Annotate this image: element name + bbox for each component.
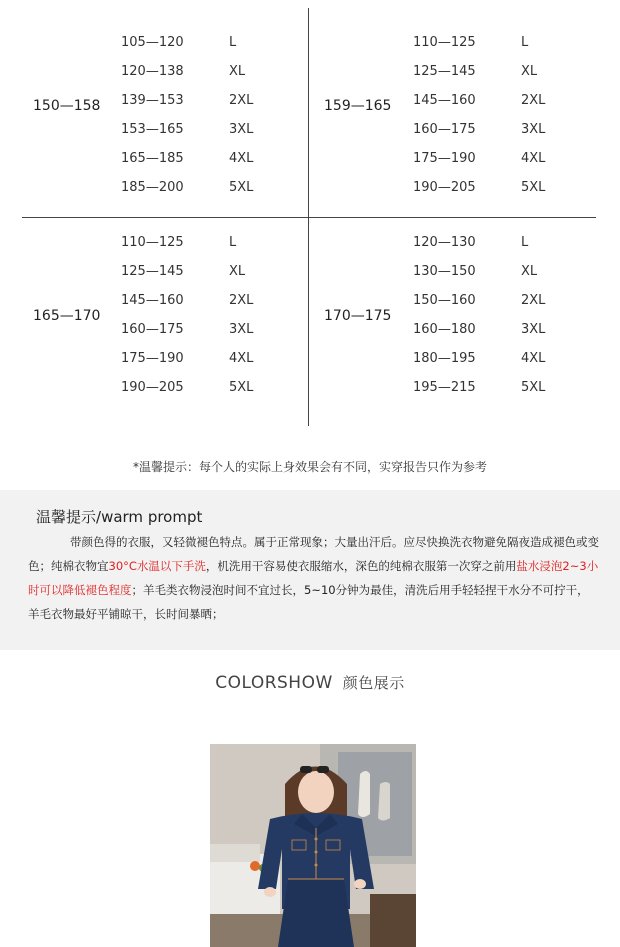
size-label: 3XL (229, 122, 254, 137)
size-label: 2XL (229, 93, 254, 108)
size-label: 2XL (229, 293, 254, 308)
weight-range: 120—138 (121, 64, 184, 79)
weight-range: 180—195 (413, 351, 476, 366)
care-title (36, 506, 202, 527)
care-text: 带颜色得的衣服，又轻微褪色特点。属于正常现象；大量出汗后。应尽快换洗衣物避免隔夜造成褪色或变色；纯棉衣物宜 (28, 535, 599, 573)
size-label: 4XL (521, 151, 546, 166)
height-range: 159—165 (324, 98, 392, 114)
horizontal-divider (22, 217, 596, 218)
model-illustration (210, 744, 416, 947)
size-label: XL (521, 264, 538, 279)
care-highlight-salt-soak: 盐水浸泡2~3小时可以降低褪色程度 (28, 559, 599, 597)
product-photo (210, 744, 416, 947)
size-label: 3XL (229, 322, 254, 337)
weight-range: 125—145 (413, 64, 476, 79)
size-label: 5XL (521, 380, 546, 395)
size-label: 4XL (229, 151, 254, 166)
size-quadrant-159-165 (310, 28, 600, 202)
size-label: 4XL (229, 351, 254, 366)
care-instructions-panel (0, 490, 620, 650)
care-highlight-water-temp: 30°C水温以下手洗 (108, 559, 206, 573)
size-label: L (521, 35, 529, 50)
weight-range: 105—120 (121, 35, 184, 50)
weight-range: 153—165 (121, 122, 184, 137)
care-title-cn: 温馨提示 (36, 508, 97, 526)
height-range: 150—158 (33, 98, 101, 114)
size-label: L (229, 35, 237, 50)
weight-range: 160—175 (413, 122, 476, 137)
size-chart (0, 0, 620, 440)
height-range: 165—170 (33, 308, 101, 324)
size-label: 3XL (521, 322, 546, 337)
height-range: 170—175 (324, 308, 392, 324)
colorshow-en: COLORSHOW (215, 673, 333, 693)
size-label: 4XL (521, 351, 546, 366)
size-label: L (229, 235, 237, 250)
weight-range: 120—130 (413, 235, 476, 250)
weight-range: 145—160 (121, 293, 184, 308)
size-label: XL (521, 64, 538, 79)
weight-range: 110—125 (121, 235, 184, 250)
colorshow-heading (0, 672, 620, 693)
care-body (28, 530, 600, 626)
weight-range: 195—215 (413, 380, 476, 395)
size-quadrant-165-170 (0, 228, 290, 402)
size-label: L (521, 235, 529, 250)
weight-range: 130—150 (413, 264, 476, 279)
size-label: XL (229, 64, 246, 79)
weight-range: 190—205 (121, 380, 184, 395)
care-text: ；羊毛类衣物浸泡时间不宜过长，5~10分钟为最佳，清洗后用手轻轻捏干水分不可拧干，羊毛衣物最好平铺晾干，长时间暴晒； (28, 583, 589, 621)
size-quadrant-170-175 (310, 228, 600, 402)
weight-range: 185—200 (121, 180, 184, 195)
weight-range: 160—180 (413, 322, 476, 337)
size-label: 2XL (521, 293, 546, 308)
weight-range: 110—125 (413, 35, 476, 50)
weight-range: 165—185 (121, 151, 184, 166)
size-label: 5XL (229, 380, 254, 395)
weight-range: 175—190 (121, 351, 184, 366)
size-label: 5XL (229, 180, 254, 195)
size-label: XL (229, 264, 246, 279)
weight-range: 145—160 (413, 93, 476, 108)
colorshow-cn: 颜色展示 (342, 674, 405, 692)
weight-range: 190—205 (413, 180, 476, 195)
size-label: 3XL (521, 122, 546, 137)
weight-range: 150—160 (413, 293, 476, 308)
size-label: 5XL (521, 180, 546, 195)
weight-range: 160—175 (121, 322, 184, 337)
size-quadrant-150-158 (0, 28, 290, 202)
weight-range: 139—153 (121, 93, 184, 108)
weight-range: 125—145 (121, 264, 184, 279)
fit-disclaimer: *温馨提示：每个人的实际上身效果会有不同，实穿报告只作为参考 (132, 460, 487, 474)
care-title-en: /warm prompt (96, 508, 203, 526)
size-label: 2XL (521, 93, 546, 108)
weight-range: 175—190 (413, 151, 476, 166)
care-text: ，机洗用干容易使衣服缩水，深色的纯棉衣服第一次穿之前用 (205, 559, 517, 573)
